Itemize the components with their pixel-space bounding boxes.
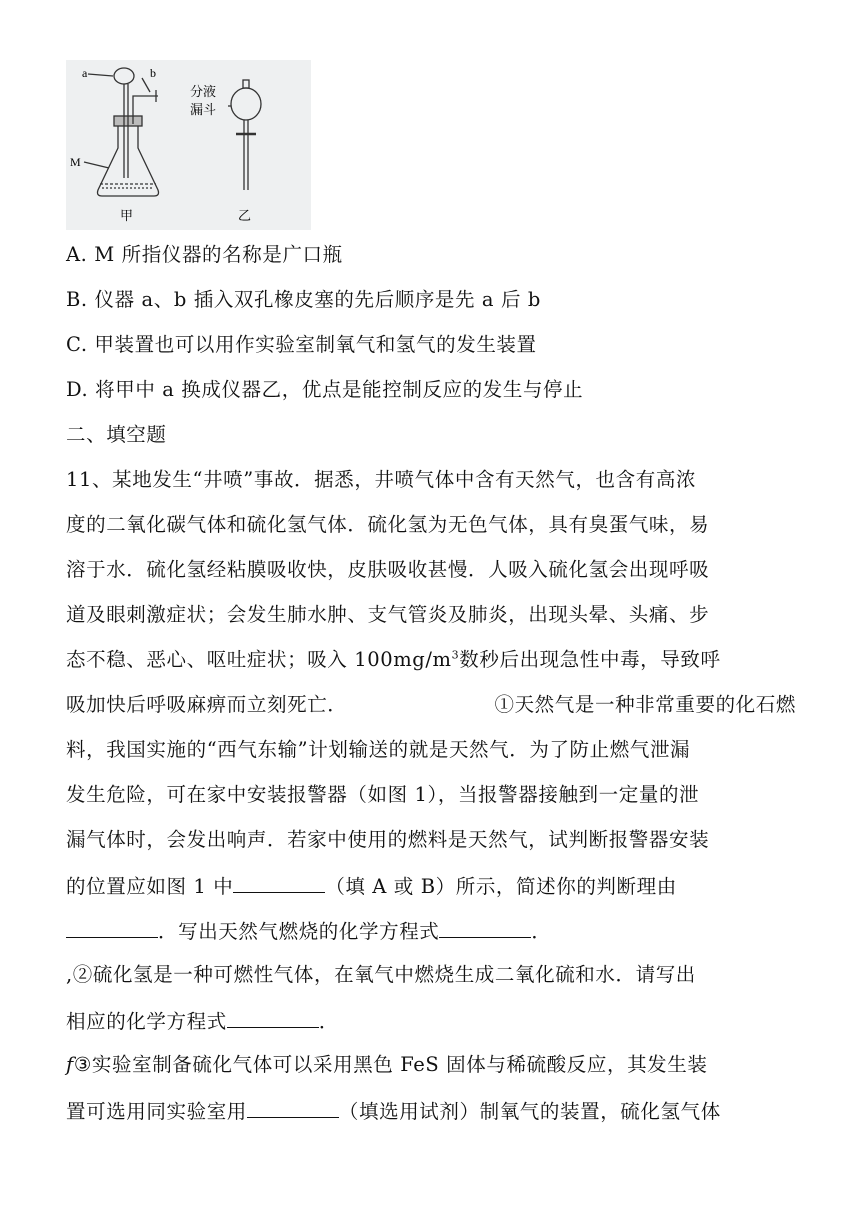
q11-line-15a: 置可选用同实验室用 [66, 1100, 247, 1123]
answer-blank-reason[interactable] [66, 915, 158, 938]
q11-line-10 [66, 870, 796, 902]
caption-yi: 乙 [238, 209, 252, 224]
option-d: D. 将甲中 a 换成仪器乙，优点是能控制反应的发生与停止 [66, 378, 584, 401]
q11-line-5b: 数秒后出现急性中毒，导致呼 [459, 648, 721, 671]
q11-line-6 [66, 690, 796, 720]
apparatus-figure [66, 60, 311, 230]
q11-line-11 [66, 915, 796, 947]
answer-blank-position[interactable] [233, 870, 325, 893]
q11-line-13a: 相应的化学方程式 [66, 1010, 227, 1033]
q11-line-11b: ． [531, 920, 552, 943]
q11-line-11a: ．写出天然气燃烧的化学方程式 [158, 920, 440, 943]
q11-line-10b: （填 A 或 B）所示，简述你的判断理由 [325, 875, 677, 898]
q11-line-8: 发生危险，可在家中安装报警器（如图 1），当报警器接触到一定量的泄 [66, 783, 700, 806]
answer-blank-equation-methane[interactable] [439, 915, 531, 938]
q11-line-10a: 的位置应如图 1 中 [66, 875, 234, 898]
q11-line-7: 料，我国实施的“西气东输”计划输送的就是天然气．为了防止燃气泄漏 [66, 738, 691, 761]
label-a: a [82, 66, 88, 80]
superscript-3: 3 [451, 648, 460, 662]
q11-line-15 [66, 1095, 796, 1127]
label-funnel-line2: 漏斗 [190, 103, 217, 118]
answer-blank-reagent[interactable] [247, 1095, 339, 1118]
q11-line-9: 漏气体时，会发出响声．若家中使用的燃料是天然气，试判断报警器安装 [66, 828, 710, 851]
stray-f-mark: f [66, 1053, 74, 1076]
q11-line-12: ,②硫化氢是一种可燃性气体，在氧气中燃烧生成二氧化硫和水．请写出 [66, 963, 696, 986]
q11-line-13 [66, 1005, 796, 1037]
caption-jia: 甲 [120, 209, 134, 224]
q11-line-2: 度的二氧化碳气体和硫化氢气体．硫化氢为无色气体，具有臭蛋气味，易 [66, 513, 710, 536]
q11-line-14 [66, 1050, 796, 1080]
q11-line-6a: 吸加快后呼吸麻痹而立刻死亡． [66, 693, 348, 716]
section-title: 二、填空题 [66, 423, 167, 446]
label-b: b [150, 66, 156, 80]
q11-line-14b: ③实验室制备硫化气体可以采用黑色 FeS 固体与稀硫酸反应，其发生装 [73, 1053, 708, 1076]
q11-line-3: 溶于水．硫化氢经粘膜吸收快，皮肤吸收甚慢．人吸入硫化氢会出现呼吸 [66, 558, 710, 581]
answer-blank-equation-h2s[interactable] [227, 1005, 319, 1028]
label-m: M [70, 155, 81, 169]
option-c: C. 甲装置也可以用作实验室制氧气和氢气的发生装置 [66, 333, 537, 356]
q11-line-4: 道及眼刺激症状；会发生肺水肿、支气管炎及肺炎，出现头晕、头痛、步 [66, 603, 710, 626]
q11-line-5 [66, 645, 796, 675]
q11-line-1: 11、某地发生“井喷”事故．据悉，井喷气体中含有天然气，也含有高浓 [66, 468, 697, 491]
q11-line-5a: 态不稳、恶心、呕吐症状；吸入 100mg/m [66, 648, 452, 671]
option-b: B. 仪器 a、b 插入双孔橡皮塞的先后顺序是先 a 后 b [66, 288, 541, 311]
q11-line-6b: ①天然气是一种非常重要的化石燃 [494, 693, 796, 716]
label-funnel-line1: 分液 [190, 85, 217, 100]
conical-flask-jia [84, 68, 159, 196]
option-a: A. M 所指仪器的名称是广口瓶 [66, 243, 343, 266]
separatory-funnel-yi [228, 80, 261, 190]
q11-line-15b: （填选用试剂）制氧气的装置，硫化氢气体 [338, 1100, 721, 1123]
q11-line-13b: ． [318, 1010, 339, 1033]
